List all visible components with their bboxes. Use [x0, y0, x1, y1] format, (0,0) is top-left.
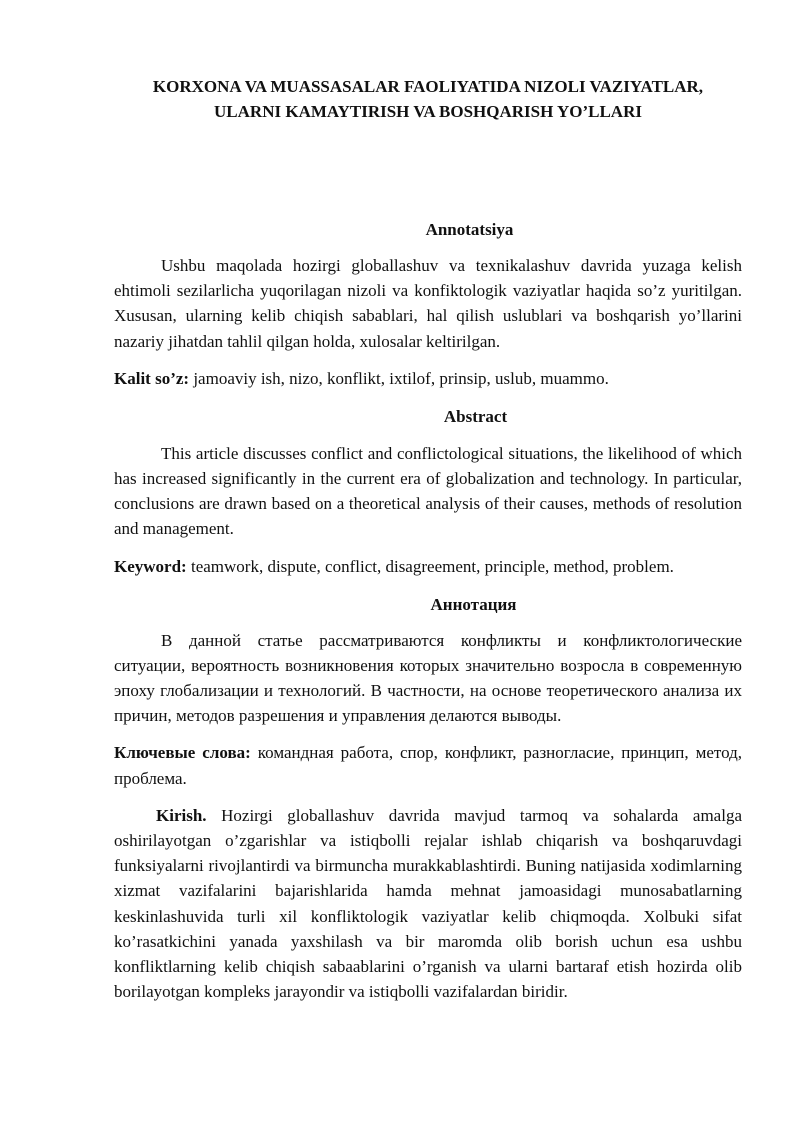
klyuchevye-slova-line — [114, 740, 742, 790]
annotatsiya-heading: Annotatsiya — [425, 220, 514, 239]
kalit-soz-line — [114, 366, 742, 391]
paper-title — [114, 74, 742, 124]
keyword-line — [114, 554, 742, 579]
kirish-text: Hozirgi globallashuv davrida mavjud tarmoq va sohalarda amalga oshirilayotgan o’zgarishlar va istiqbolli rejalar ishlab chiqarish va boshqaruvdagi funksiyalarni rivojlantirdi va birmuncha murakkablashtirdi. Buning natijasida xodimlarning xizmat vazifalarini bajarishlarida hamda mehnat jamoasidagi munosabatlarning keskinlashuvida turli xil konfliktologik vaziyatlar kelib chiqmoqda. Xolbuki sifat ko’rasatkichini yanada yaxshilash va bir maromda olib borish uchun esa ushbu konfliktlarning kelib chiqish sabaablarini o’rganish va ularni bartaraf etish hozirda olib borilayotgan kompleks jarayondir va istiqbolli vazifalardan biridir. — [114, 805, 742, 1002]
title-line-1: KORXONA VA MUASSASALAR FAOLIYATIDA NIZOLI VAZIYATLAR, — [152, 77, 704, 96]
document-page — [114, 74, 742, 1004]
title-line-2: ULARNI KAMAYTIRISH VA BOSHQARISH YO’LLARI — [214, 102, 642, 121]
abstract-text: This article discusses conflict and conflictological situations, the likelihood of which has increased significantly in the current era of globalization and technology. In particular, conclusions are drawn based on a theoretical analysis of their causes, methods of resolution and management. — [114, 443, 742, 539]
annotatsiya-ru-text: В данной статье рассматриваются конфликты и конфликтологические ситуации, вероятность возникновения которых значительно возросла в современную эпоху глобализации и технологий. В частности, на основе теоретического анализа их причин, методов разрешения и управления делаются выводы. — [114, 630, 742, 726]
abstract-heading: Abstract — [443, 406, 508, 426]
keyword-values: teamwork, dispute, conflict, disagreement, principle, method, problem. — [186, 556, 674, 576]
annotatsiya-text: Ushbu maqolada hozirgi globallashuv va texnikalashuv davrida yuzaga kelish ehtimoli sezilarlicha yuqorilagan nizoli va konfiktologik vaziyatlar haqida so’z yuritilgan. Xususan, ularning kelib chiqish sabablari, hal qilish uslublari va boshqarish yo’llarini nazariy jihatdan tahlil qilgan holda, xulosalar keltirilgan. — [114, 256, 742, 351]
kalit-soz-values: jamoaviy ish, nizo, konflikt, ixtilof, prinsip, uslub, muammo. — [189, 368, 609, 388]
kalit-soz-label: Kalit so’z: — [114, 368, 190, 388]
klyuchevye-slova-values: командная работа, спор, конфликт, разногласие, принцип, метод, проблема. — [114, 743, 742, 788]
annotatsiya-ru-heading: Аннотация — [430, 594, 517, 614]
kirish-label: Kirish. — [156, 805, 207, 825]
kirish-paragraph — [114, 803, 742, 1005]
keyword-label: Keyword: — [114, 556, 187, 576]
klyuchevye-slova-label: Ключевые слова: — [114, 743, 251, 763]
